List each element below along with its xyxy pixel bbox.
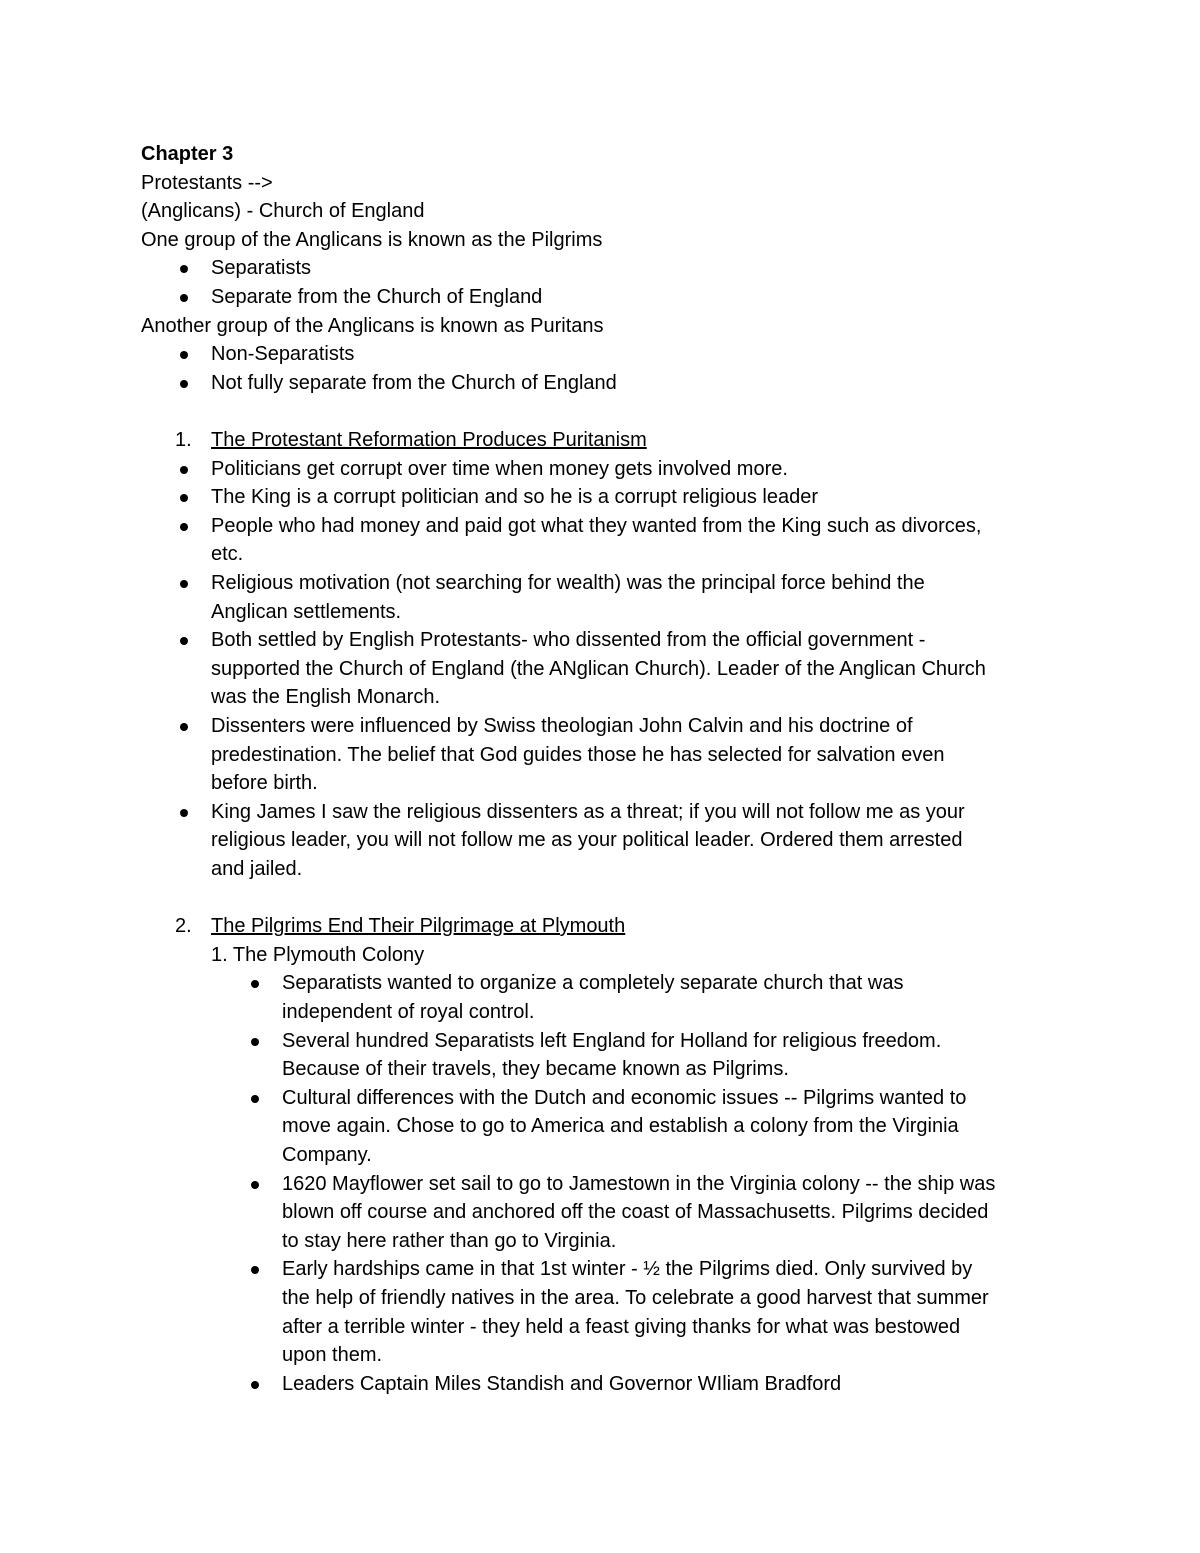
bullet-icon (180, 723, 188, 731)
list-item-text: after a terrible winter - they held a feast giving thanks for what was bestowed (282, 1315, 961, 1338)
bullet-icon (180, 380, 188, 388)
bullet-icon (180, 494, 188, 502)
bullet-icon (251, 980, 259, 988)
bullet-icon (180, 466, 188, 474)
subsection-title: 1. The Plymouth Colony (211, 943, 425, 966)
list-item-text: Separatists (211, 257, 312, 280)
list-item-text: Separatists wanted to organize a completely separate church that was (282, 972, 904, 995)
bullet-icon (251, 1095, 259, 1103)
bullet-icon (251, 1266, 259, 1274)
list-item-text: the help of friendly natives in the area. To celebrate a good harvest that summer (282, 1287, 989, 1309)
section-title: The Pilgrims End Their Pilgrimage at Plymouth (211, 915, 626, 938)
list-item-text: Early hardships came in that 1st winter - ½ the Pilgrims died. Only survived by (282, 1258, 973, 1281)
bullet-icon (180, 294, 188, 302)
list-item-text: before birth. (211, 772, 318, 795)
section-title: The Protestant Reformation Produces Puritanism (211, 429, 647, 451)
list-item-text: Dissenters were influenced by Swiss theologian John Calvin and his doctrine of (211, 715, 913, 737)
list-item-text: Both settled by English Protestants- who dissented from the official government - (211, 629, 926, 652)
list-item-text: independent of royal control. (282, 1001, 535, 1023)
list-item-text: Non-Separatists (211, 343, 355, 366)
list-item-text: 1620 Mayflower set sail to go to Jamestown in the Virginia colony -- the ship was (282, 1172, 996, 1195)
intro-text: Protestants --> (141, 171, 273, 194)
page-title: Chapter 3 (141, 143, 234, 165)
bullet-icon (180, 637, 188, 645)
list-item-text: Not fully separate from the Church of England (211, 371, 617, 394)
list-item-text: Anglican settlements. (211, 600, 402, 623)
intro-text: (Anglicans) - Church of England (141, 200, 425, 223)
list-item-text: etc. (211, 543, 244, 566)
bullet-icon (180, 580, 188, 588)
list-item-text: Separate from the Church of England (211, 286, 543, 308)
intro-text: One group of the Anglicans is known as the Pilgrims (141, 228, 603, 251)
bullet-icon (251, 1181, 259, 1189)
list-item-text: to stay here rather than go to Virginia. (282, 1229, 617, 1252)
list-item-text: The King is a corrupt politician and so he is a corrupt religious leader (211, 486, 818, 509)
list-item-text: King James I saw the religious dissenters as a threat; if you will not follow me as your (211, 800, 965, 823)
list-item-text: religious leader, you will not follow me as your political leader. Ordered them arrested (211, 829, 963, 852)
list-item-text: Leaders Captain Miles Standish and Governor WIliam Bradford (282, 1372, 842, 1395)
bullet-icon (251, 1381, 259, 1389)
list-item-text: Religious motivation (not searching for wealth) was the principal force behind the (211, 572, 925, 594)
list-item-text: Because of their travels, they became known as Pilgrims. (282, 1058, 789, 1081)
list-item-text: and jailed. (211, 858, 303, 880)
bullet-icon (180, 351, 188, 359)
list-item-text: Several hundred Separatists left England for Holland for religious freedom. (282, 1029, 942, 1052)
list-item-text: predestination. The belief that God guides those he has selected for salvation even (211, 743, 945, 766)
list-item-text: was the English Monarch. (211, 686, 441, 709)
bullet-icon (180, 809, 188, 817)
list-item-text: upon them. (282, 1344, 383, 1367)
list-item-text: People who had money and paid got what they wanted from the King such as divorces, (211, 514, 982, 537)
list-item-text: Cultural differences with the Dutch and economic issues -- Pilgrims wanted to (282, 1086, 967, 1109)
list-item-text: supported the Church of England (the ANglican Church). Leader of the Anglican Church (211, 657, 986, 680)
list-item-text: move again. Chose to go to America and establish a colony from the Virginia (282, 1115, 959, 1138)
bullet-icon (180, 523, 188, 531)
section-number: 2. (175, 915, 192, 938)
bullet-icon (251, 1038, 259, 1046)
list-item-text: Politicians get corrupt over time when money gets involved more. (211, 457, 788, 480)
puritans-heading: Another group of the Anglicans is known as Puritans (141, 314, 604, 337)
list-item-text: blown off course and anchored off the coast of Massachusetts. Pilgrims decided (282, 1201, 989, 1224)
bullet-icon (180, 265, 188, 273)
list-item-text: Company. (282, 1144, 372, 1166)
section-number: 1. (175, 429, 192, 451)
